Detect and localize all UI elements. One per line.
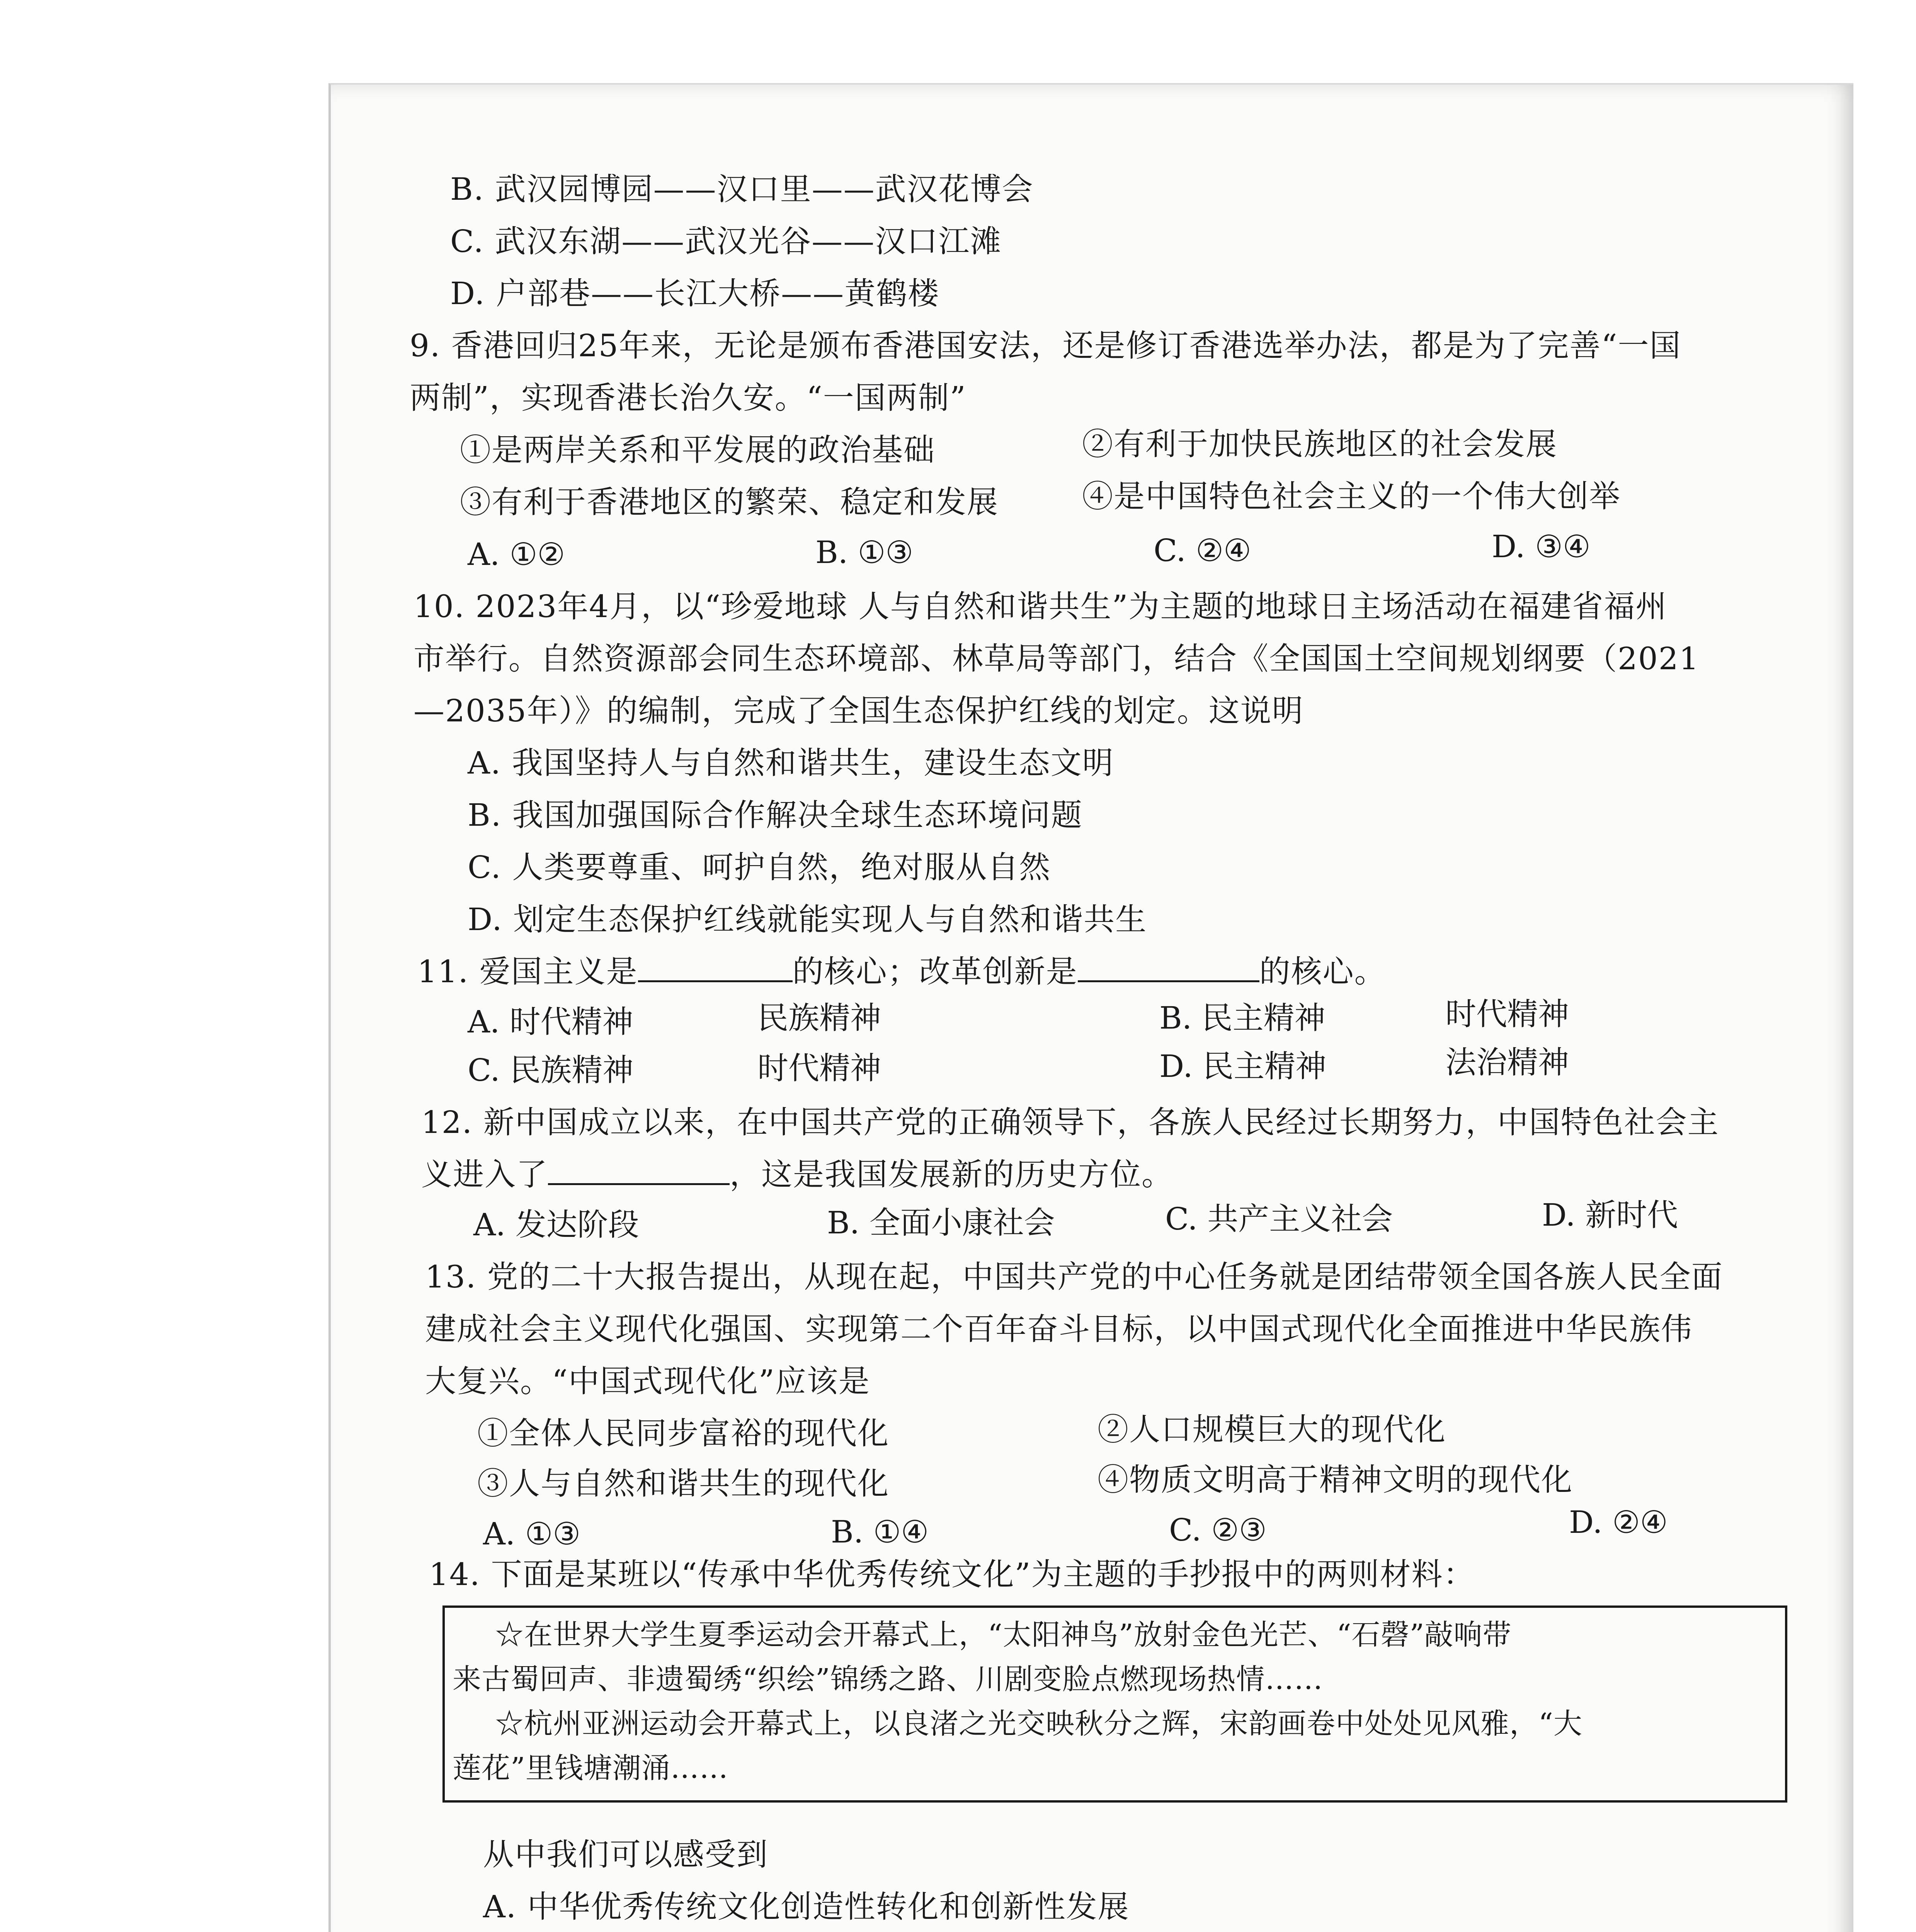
q12-option-c: C. 共产主义社会 <box>1165 1201 1393 1237</box>
q14-material-2-line-1: ☆杭州亚洲运动会开幕式上，以良渚之光交映秋分之辉，宋韵画卷中处处见风雅，“大 <box>495 1707 1582 1740</box>
q12-option-d: D. 新时代 <box>1542 1197 1678 1233</box>
q12-stem-line-1: 12. 新中国成立以来，在中国共产党的正确领导下，各族人民经过长期努力，中国特色社会主 <box>421 1104 1719 1140</box>
q13-option-b: B. ①④ <box>831 1514 929 1550</box>
q11-stem-part-1: 11. 爱国主义是 <box>417 954 638 990</box>
q10-stem-line-3: —2035年）》的编制，完成了全国生态保护红线的划定。这说明 <box>413 693 1304 729</box>
q11-option-b-second: 时代精神 <box>1445 996 1569 1032</box>
q12-stem-part-1: 义进入了 <box>421 1156 548 1192</box>
q13-stem-line-3: 大复兴。“中国式现代化”应该是 <box>425 1363 870 1399</box>
q13-stem-line-2: 建成社会主义现代化强国、实现第二个百年奋斗目标，以中国式现代化全面推进中华民族伟 <box>425 1311 1693 1347</box>
q9-stem-line-2: 两制”，实现香港长治久安。“一国两制” <box>410 380 967 416</box>
q10-stem-line-2: 市举行。自然资源部会同生态环境部、林草局等部门，结合《全国国土空间规划纲要（2021 <box>413 641 1700 677</box>
q11-option-d-first: D. 民主精神 <box>1159 1048 1327 1084</box>
q11-option-d-second: 法治精神 <box>1445 1044 1569 1080</box>
q12-stem-part-2: ，这是我国发展新的历史方位。 <box>730 1156 1173 1192</box>
q13-option-c: C. ②③ <box>1169 1512 1267 1548</box>
q11-stem-part-2: 的核心；改革创新是 <box>792 954 1078 990</box>
q13-option-d: D. ②④ <box>1569 1504 1668 1540</box>
q11-option-b-first: B. 民主精神 <box>1159 1000 1326 1036</box>
q11-option-c-first: C. 民族精神 <box>468 1052 634 1088</box>
q9-stem-line-1: 9. 香港回归25年来，无论是颁布香港国安法，还是修订香港选举办法，都是为了完善“一国 <box>410 328 1681 364</box>
q14-stem: 14. 下面是某班以“传承中华优秀传统文化”为主题的手抄报中的两则材料： <box>429 1556 1475 1592</box>
q10-option-d: D. 划定生态保护红线就能实现人与自然和谐共生 <box>468 901 1147 937</box>
q10-option-c: C. 人类要尊重、呵护自然，绝对服从自然 <box>468 849 1051 885</box>
q12-stem-line-2 <box>421 1155 1173 1194</box>
q13-item-3: ③人与自然和谐共生的现代化 <box>477 1466 889 1502</box>
q9-item-4: ④是中国特色社会主义的一个伟大创举 <box>1082 478 1621 514</box>
q14-material-box <box>442 1605 1787 1803</box>
q10-stem-line-1: 10. 2023年4月，以“珍爱地球 人与自然和谐共生”为主题的地球日主场活动在福建省福州 <box>413 588 1668 624</box>
q9-item-2: ②有利于加快民族地区的社会发展 <box>1082 426 1557 462</box>
q11-stem <box>417 952 1386 991</box>
q10-option-b: B. 我国加强国际合作解决全球生态环境问题 <box>468 797 1083 833</box>
q10-option-a: A. 我国坚持人与自然和谐共生，建设生态文明 <box>468 745 1114 781</box>
q14-material-1-line-2: 来古蜀回声、非遗蜀绣“织绘”锦绣之路、川剧变脸点燃现场热情…… <box>453 1663 1323 1696</box>
q12-blank <box>548 1156 730 1185</box>
q8-option-c: C. 武汉东湖——武汉光谷——汉口江滩 <box>450 223 1002 259</box>
q9-option-b: B. ①③ <box>815 534 914 570</box>
q13-item-2: ②人口规模巨大的现代化 <box>1098 1412 1446 1447</box>
q13-item-1: ①全体人民同步富裕的现代化 <box>477 1415 889 1451</box>
q14-material-1-line-1: ☆在世界大学生夏季运动会开幕式上，“太阳神鸟”放射金色光芒、“石磬”敲响带 <box>495 1618 1512 1651</box>
q11-blank-2 <box>1078 953 1259 982</box>
q9-option-a: A. ①② <box>468 536 565 572</box>
q9-option-d: D. ③④ <box>1492 529 1591 565</box>
q14-material-2-line-2: 莲花”里钱塘潮涌…… <box>453 1752 728 1785</box>
q12-option-b: B. 全面小康社会 <box>827 1205 1055 1241</box>
q14-option-a: A. 中华优秀传统文化创造性转化和创新性发展 <box>483 1889 1130 1925</box>
q8-option-d: D. 户部巷——长江大桥——黄鹤楼 <box>450 276 940 311</box>
q8-option-b: B. 武汉园博园——汉口里——武汉花博会 <box>450 171 1034 207</box>
q11-option-a-second: 民族精神 <box>757 1000 881 1036</box>
q13-stem-line-1: 13. 党的二十大报告提出，从现在起，中国共产党的中心任务就是团结带领全国各族人民全面 <box>425 1259 1723 1295</box>
q9-option-c: C. ②④ <box>1154 532 1251 568</box>
q9-item-3: ③有利于香港地区的繁荣、稳定和发展 <box>460 484 999 520</box>
q13-option-a: A. ①③ <box>483 1516 581 1552</box>
q14-lead: 从中我们可以感受到 <box>483 1837 768 1872</box>
q13-item-4: ④物质文明高于精神文明的现代化 <box>1098 1462 1573 1498</box>
q11-blank-1 <box>638 953 793 982</box>
q9-item-1: ①是两岸关系和平发展的政治基础 <box>460 432 935 468</box>
q11-option-c-second: 时代精神 <box>757 1050 881 1086</box>
q11-stem-part-3: 的核心。 <box>1259 954 1386 990</box>
q11-option-a-first: A. 时代精神 <box>468 1004 633 1040</box>
q12-option-a: A. 发达阶段 <box>473 1207 639 1243</box>
